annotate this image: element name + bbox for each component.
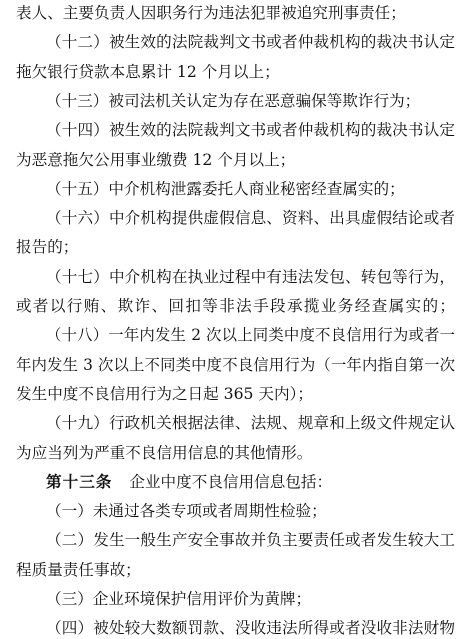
text-line-13: 年内发生 3 次以上不同类中度不良信用行为（一年内指自第一次 <box>16 355 455 374</box>
text-line-19: 程质量责任事故； <box>16 560 141 579</box>
text-line-12: （十八）一年内发生 2 次以上同类中度不良信用行为或者一 <box>46 326 455 345</box>
text-line-5: （十四）被生效的法院裁判文书或者仲裁机构的裁决书认定 <box>46 121 455 140</box>
text-line-18: （二）发生一般生产安全事故并负主要责任或者发生较大工 <box>46 531 455 550</box>
article-number: 第十三条 <box>46 472 113 491</box>
text-line-10: （十七）中介机构在执业过程中有违法发包、转包等行为， <box>46 267 455 286</box>
text-line-3: 拖欠银行贷款本息累计 12 个月以上； <box>16 62 280 81</box>
text-line-1: 表人、主要负责人因职务行为违法犯罪被追究刑事责任； <box>16 4 406 22</box>
text-line-2: （十二）被生效的法院裁判文书或者仲裁机构的裁决书认定 <box>46 33 455 52</box>
article-heading-line <box>46 471 455 493</box>
text-line-4: （十三）被司法机关认定为存在恶意骗保等欺诈行为； <box>46 91 421 110</box>
text-line-14: 发生中度不良信用行为之日起 365 天内）； <box>16 384 313 403</box>
article-text: 企业中度不良信用信息包括： <box>129 472 333 491</box>
text-line-9: 报告的； <box>16 238 79 257</box>
text-line-7: （十五）中介机构泄露委托人商业秘密经查属实的； <box>46 179 405 198</box>
text-line-21: （四）被处较大数额罚款、没收违法所得或者没收非法财物 <box>46 619 455 638</box>
text-line-20: （三）企业环境保护信用评价为黄牌； <box>46 590 312 608</box>
text-line-6: 为恶意拖欠公用事业缴费 12 个月以上； <box>16 150 296 169</box>
text-line-11: 或者以行贿、欺诈、回扣等非法手段承揽业务经查属实的； <box>16 297 455 315</box>
text-line-17: （一）未通过各类专项或者周期性检验； <box>46 502 327 521</box>
text-line-8: （十六）中介机构提供虚假信息、资料、出具虚假结论或者 <box>46 209 455 228</box>
text-line-16: 为应当列为严重不良信用信息的其他情形。 <box>16 443 313 462</box>
text-line-15: （十九）行政机关根据法律、法规、规章和上级文件规定认 <box>46 414 455 433</box>
